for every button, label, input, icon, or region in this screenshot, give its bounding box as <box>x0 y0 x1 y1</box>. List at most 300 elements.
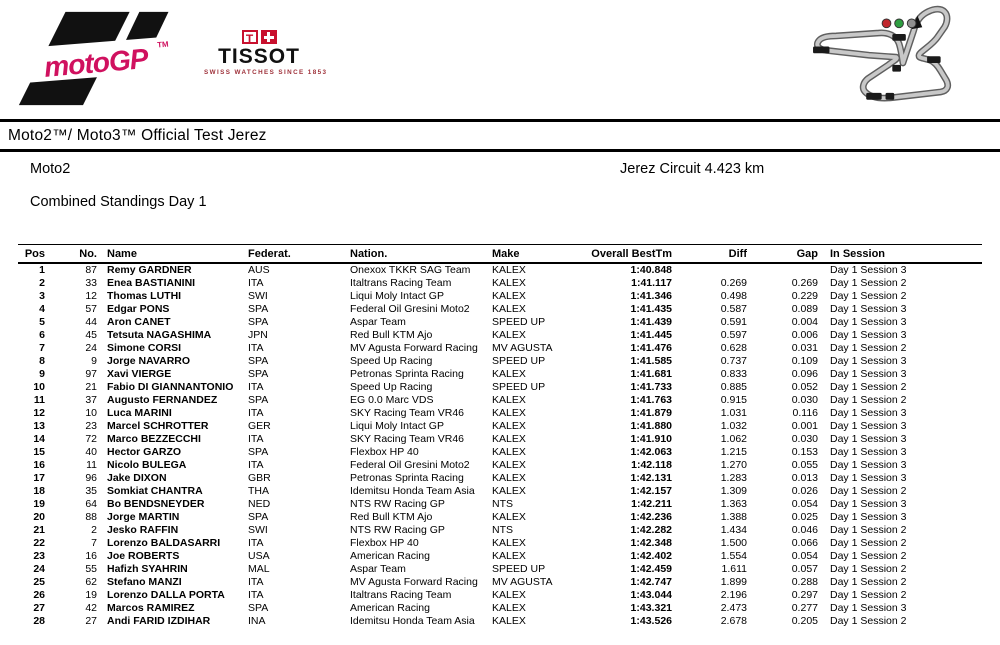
tissot-emblem <box>204 30 314 44</box>
cell-number: 97 <box>85 368 97 380</box>
cell-diff: 0.915 <box>720 394 747 406</box>
cell-rider_name: Somkiat CHANTRA <box>107 485 203 497</box>
cell-number: 72 <box>85 433 97 445</box>
cell-rider_name: Marco BEZZECCHI <box>107 433 201 445</box>
cell-rider_name: Edgar PONS <box>107 303 170 315</box>
cell-overall_best_time: 1:42.348 <box>630 537 672 549</box>
cell-in_session: Day 1 Session 3 <box>830 446 907 458</box>
cell-diff: 1.611 <box>721 563 747 575</box>
cell-diff: 0.498 <box>720 290 747 302</box>
cell-make: SPEED UP <box>492 316 546 328</box>
cell-team: NTS RW Racing GP <box>350 498 445 510</box>
cell-gap: 0.109 <box>791 355 818 367</box>
cell-in_session: Day 1 Session 3 <box>830 355 907 367</box>
cell-rider_name: Jake DIXON <box>107 472 167 484</box>
cell-overall_best_time: 1:42.118 <box>631 459 672 471</box>
cell-federation: SPA <box>248 368 269 380</box>
cell-team: SKY Racing Team VR46 <box>350 407 465 419</box>
col-header-name: Name <box>107 248 137 260</box>
cell-diff: 2.196 <box>720 589 747 601</box>
cell-overall_best_time: 1:41.879 <box>630 407 672 419</box>
table-row <box>18 589 982 602</box>
cell-diff: 0.597 <box>720 329 747 341</box>
table-row <box>18 381 982 394</box>
cell-number: 21 <box>85 381 97 393</box>
cell-make: KALEX <box>492 394 526 406</box>
motogp-trademark: TM <box>156 39 169 50</box>
table-row <box>18 576 982 589</box>
cell-team: SKY Racing Team VR46 <box>350 433 465 445</box>
cell-make: KALEX <box>492 537 526 549</box>
cell-federation: SPA <box>248 316 269 328</box>
cell-gap: 0.055 <box>791 459 818 471</box>
cell-number: 88 <box>85 511 97 523</box>
cell-rider_name: Bo BENDSNEYDER <box>107 498 205 510</box>
table-row <box>18 511 982 524</box>
col-header-besttm: Overall BestTm <box>591 248 672 260</box>
cell-rider_name: Jesko RAFFIN <box>107 524 179 536</box>
cell-gap: 0.205 <box>791 615 818 627</box>
col-header-pos: Pos <box>24 248 45 260</box>
cell-team: Aspar Team <box>350 563 406 575</box>
circuit-info: Jerez Circuit 4.423 km <box>620 161 765 177</box>
cell-gap: 0.089 <box>791 303 818 315</box>
tissot-wordmark: TISSOT <box>218 45 300 68</box>
cell-rider_name: Lorenzo BALDASARRI <box>107 537 221 549</box>
cell-in_session: Day 1 Session 2 <box>830 550 907 562</box>
cell-gap: 0.066 <box>791 537 818 549</box>
cell-make: KALEX <box>492 472 526 484</box>
cell-make: KALEX <box>492 264 526 276</box>
col-header-make: Make <box>492 248 520 260</box>
cell-diff: 1.031 <box>720 407 747 419</box>
cell-number: 19 <box>85 589 97 601</box>
cell-make: SPEED UP <box>492 355 546 367</box>
cell-in_session: Day 1 Session 2 <box>830 381 907 393</box>
motogp-wordmark: motoGP <box>42 41 149 83</box>
cell-overall_best_time: 1:42.282 <box>630 524 672 536</box>
cell-overall_best_time: 1:42.747 <box>630 576 672 588</box>
table-row <box>18 537 982 550</box>
cell-overall_best_time: 1:42.211 <box>631 498 672 510</box>
cell-make: MV AGUSTA <box>492 342 553 354</box>
cell-pos: 17 <box>33 472 45 484</box>
cell-in_session: Day 1 Session 3 <box>830 602 907 614</box>
cell-number: 2 <box>91 524 97 536</box>
table-row <box>18 615 982 628</box>
cell-diff: 1.388 <box>720 511 747 523</box>
cell-rider_name: Thomas LUTHI <box>107 290 182 302</box>
cell-gap: 0.054 <box>791 550 818 562</box>
cell-in_session: Day 1 Session 3 <box>830 472 907 484</box>
cell-gap: 0.153 <box>791 446 818 458</box>
cell-federation: MAL <box>248 563 270 575</box>
cell-make: KALEX <box>492 407 526 419</box>
col-header-no: No. <box>79 248 97 260</box>
cell-in_session: Day 1 Session 2 <box>830 394 907 406</box>
cell-federation: THA <box>248 485 269 497</box>
cell-pos: 21 <box>33 524 45 536</box>
cell-pos: 24 <box>33 563 45 575</box>
cell-team: NTS RW Racing GP <box>350 524 445 536</box>
cell-pos: 4 <box>39 303 45 315</box>
cell-rider_name: Remy GARDNER <box>107 264 192 276</box>
cell-gap: 0.004 <box>791 316 818 328</box>
table-row <box>18 277 982 290</box>
cell-in_session: Day 1 Session 3 <box>830 329 907 341</box>
cell-pos: 8 <box>39 355 45 367</box>
cell-overall_best_time: 1:41.763 <box>630 394 672 406</box>
cell-federation: SPA <box>248 602 269 614</box>
table-row <box>18 394 982 407</box>
cell-overall_best_time: 1:41.910 <box>630 433 672 445</box>
cell-diff: 1.270 <box>720 459 747 471</box>
table-row <box>18 550 982 563</box>
cell-overall_best_time: 1:43.526 <box>630 615 672 627</box>
cell-team: Red Bull KTM Ajo <box>350 329 433 341</box>
cell-in_session: Day 1 Session 2 <box>830 615 907 627</box>
cell-in_session: Day 1 Session 2 <box>830 563 907 575</box>
cell-make: SPEED UP <box>492 381 546 393</box>
cell-rider_name: Tetsuta NAGASHIMA <box>107 329 212 341</box>
cell-federation: SWI <box>248 290 268 302</box>
cell-in_session: Day 1 Session 3 <box>830 407 907 419</box>
cell-overall_best_time: 1:42.459 <box>630 563 672 575</box>
table-row <box>18 329 982 342</box>
cell-overall_best_time: 1:41.476 <box>630 342 672 354</box>
standings-table <box>18 244 982 628</box>
speed-trap-labels <box>813 34 941 100</box>
cell-rider_name: Xavi VIERGE <box>107 368 172 380</box>
cell-federation: ITA <box>248 407 264 419</box>
cell-pos: 12 <box>33 407 45 419</box>
cell-federation: SWI <box>248 524 268 536</box>
cell-federation: GBR <box>248 472 271 484</box>
cell-diff: 2.473 <box>720 602 747 614</box>
class-label: Moto2 <box>30 161 71 177</box>
cell-team: MV Agusta Forward Racing <box>350 342 478 354</box>
cell-pos: 26 <box>33 589 45 601</box>
table-row <box>18 563 982 576</box>
cell-team: Onexox TKKR SAG Team <box>350 264 471 276</box>
cell-make: KALEX <box>492 459 526 471</box>
cell-team: Italtrans Racing Team <box>350 589 452 601</box>
cell-federation: GER <box>248 420 271 432</box>
motogp-logo <box>14 8 186 110</box>
cell-overall_best_time: 1:42.236 <box>630 511 672 523</box>
col-header-federation: Federat. <box>248 248 291 260</box>
cell-pos: 6 <box>39 329 45 341</box>
cell-make: KALEX <box>492 602 526 614</box>
cell-gap: 0.030 <box>791 394 818 406</box>
cell-gap: 0.031 <box>791 342 818 354</box>
cell-team: Liqui Moly Intact GP <box>350 420 444 432</box>
cell-overall_best_time: 1:41.435 <box>630 303 672 315</box>
cell-diff: 1.062 <box>720 433 747 445</box>
cell-rider_name: Fabio DI GIANNANTONIO <box>107 381 234 393</box>
cell-diff: 1.500 <box>720 537 747 549</box>
cell-diff: 0.885 <box>720 381 747 393</box>
cell-rider_name: Nicolo BULEGA <box>107 459 187 471</box>
cell-rider_name: Enea BASTIANINI <box>107 277 196 289</box>
cell-overall_best_time: 1:43.044 <box>630 589 672 601</box>
cell-number: 24 <box>85 342 97 354</box>
cell-gap: 0.026 <box>791 485 818 497</box>
cell-make: KALEX <box>492 446 526 458</box>
cell-make: SPEED UP <box>492 563 546 575</box>
cell-rider_name: Marcel SCHROTTER <box>107 420 209 432</box>
cell-number: 27 <box>85 615 97 627</box>
cell-in_session: Day 1 Session 2 <box>830 524 907 536</box>
cell-number: 16 <box>85 550 97 562</box>
swiss-cross-icon <box>261 30 277 44</box>
table-row <box>18 342 982 355</box>
cell-pos: 15 <box>33 446 45 458</box>
cell-overall_best_time: 1:41.117 <box>631 277 672 289</box>
cell-federation: SPA <box>248 511 269 523</box>
col-header-insession: In Session <box>830 248 886 260</box>
cell-in_session: Day 1 Session 3 <box>830 459 907 471</box>
cell-gap: 0.054 <box>791 498 818 510</box>
cell-rider_name: Aron CANET <box>107 316 171 328</box>
cell-in_session: Day 1 Session 2 <box>830 342 907 354</box>
cell-team: Red Bull KTM Ajo <box>350 511 433 523</box>
cell-number: 35 <box>85 485 97 497</box>
table-row <box>18 446 982 459</box>
cell-number: 62 <box>85 576 97 588</box>
cell-make: KALEX <box>492 511 526 523</box>
cell-in_session: Day 1 Session 3 <box>830 511 907 523</box>
cell-number: 87 <box>85 264 97 276</box>
table-row <box>18 303 982 316</box>
cell-gap: 0.001 <box>791 420 818 432</box>
cell-rider_name: Luca MARINI <box>107 407 172 419</box>
cell-make: KALEX <box>492 485 526 497</box>
report-subtitle: Combined Standings Day 1 <box>30 194 207 210</box>
cell-overall_best_time: 1:41.681 <box>630 368 672 380</box>
cell-number: 9 <box>91 355 97 367</box>
cell-pos: 16 <box>33 459 45 471</box>
cell-rider_name: Simone CORSI <box>107 342 182 354</box>
table-row <box>18 290 982 303</box>
cell-team: Italtrans Racing Team <box>350 277 452 289</box>
cell-rider_name: Hector GARZO <box>107 446 182 458</box>
cell-number: 57 <box>85 303 97 315</box>
cell-federation: ITA <box>248 342 264 354</box>
cell-pos: 22 <box>33 537 45 549</box>
cell-in_session: Day 1 Session 2 <box>830 485 907 497</box>
table-row <box>18 498 982 511</box>
cell-pos: 11 <box>33 394 45 406</box>
cell-diff: 1.283 <box>720 472 747 484</box>
table-header-row <box>18 244 982 264</box>
cell-federation: SPA <box>248 355 269 367</box>
cell-gap: 0.025 <box>791 511 818 523</box>
cell-diff: 1.434 <box>720 524 747 536</box>
cell-pos: 9 <box>39 368 45 380</box>
cell-pos: 18 <box>33 485 45 497</box>
cell-make: NTS <box>492 498 513 510</box>
cell-in_session: Day 1 Session 3 <box>830 316 907 328</box>
cell-pos: 3 <box>39 290 45 302</box>
cell-pos: 19 <box>33 498 45 510</box>
cell-number: 45 <box>85 329 97 341</box>
cell-team: American Racing <box>350 550 430 562</box>
cell-diff: 0.269 <box>720 277 747 289</box>
cell-federation: SPA <box>248 394 269 406</box>
event-info-row <box>0 161 1000 183</box>
cell-make: MV AGUSTA <box>492 576 553 588</box>
cell-diff: 1.215 <box>720 446 747 458</box>
cell-team: Petronas Sprinta Racing <box>350 368 464 380</box>
table-row <box>18 368 982 381</box>
cell-rider_name: Marcos RAMIREZ <box>107 602 195 614</box>
cell-make: KALEX <box>492 433 526 445</box>
cell-make: NTS <box>492 524 513 536</box>
status-lights-icon <box>882 19 916 28</box>
cell-team: Speed Up Racing <box>350 381 433 393</box>
cell-make: KALEX <box>492 550 526 562</box>
table-row <box>18 485 982 498</box>
cell-rider_name: Lorenzo DALLA PORTA <box>107 589 225 601</box>
cell-number: 11 <box>86 459 97 471</box>
cell-number: 10 <box>85 407 97 419</box>
cell-rider_name: Jorge MARTIN <box>107 511 180 523</box>
table-row <box>18 316 982 329</box>
cell-in_session: Day 1 Session 3 <box>830 264 907 276</box>
cell-number: 64 <box>85 498 97 510</box>
cell-federation: ITA <box>248 589 264 601</box>
table-row <box>18 433 982 446</box>
cell-number: 12 <box>85 290 97 302</box>
cell-diff: 0.587 <box>720 303 747 315</box>
cell-overall_best_time: 1:40.848 <box>630 264 672 276</box>
cell-make: KALEX <box>492 277 526 289</box>
cell-pos: 7 <box>39 342 45 354</box>
tissot-t-icon: T <box>242 30 258 44</box>
cell-gap: 0.116 <box>792 407 818 419</box>
table-row <box>18 407 982 420</box>
cell-overall_best_time: 1:42.402 <box>630 550 672 562</box>
cell-gap: 0.269 <box>791 277 818 289</box>
cell-federation: USA <box>248 550 270 562</box>
cell-diff: 1.554 <box>720 550 747 562</box>
cell-overall_best_time: 1:41.445 <box>630 329 672 341</box>
col-header-diff: Diff <box>728 248 747 260</box>
cell-number: 40 <box>85 446 97 458</box>
cell-diff: 2.678 <box>720 615 747 627</box>
cell-pos: 1 <box>39 264 45 276</box>
cell-make: KALEX <box>492 615 526 627</box>
cell-in_session: Day 1 Session 3 <box>830 420 907 432</box>
cell-federation: AUS <box>248 264 270 276</box>
cell-federation: ITA <box>248 537 264 549</box>
cell-rider_name: Joe ROBERTS <box>107 550 180 562</box>
cell-gap: 0.013 <box>791 472 818 484</box>
cell-overall_best_time: 1:41.880 <box>630 420 672 432</box>
cell-federation: JPN <box>248 329 268 341</box>
standings-body <box>18 264 982 628</box>
cell-gap: 0.057 <box>791 563 818 575</box>
cell-make: KALEX <box>492 290 526 302</box>
cell-federation: ITA <box>248 576 264 588</box>
cell-team: Flexbox HP 40 <box>350 446 419 458</box>
cell-diff: 0.833 <box>720 368 747 380</box>
cell-gap: 0.277 <box>791 602 818 614</box>
cell-overall_best_time: 1:41.585 <box>630 355 672 367</box>
cell-number: 37 <box>85 394 97 406</box>
cell-number: 33 <box>85 277 97 289</box>
cell-team: Petronas Sprinta Racing <box>350 472 464 484</box>
cell-number: 23 <box>85 420 97 432</box>
cell-team: Idemitsu Honda Team Asia <box>350 485 475 497</box>
cell-number: 7 <box>91 537 97 549</box>
cell-make: KALEX <box>492 329 526 341</box>
cell-gap: 0.229 <box>791 290 818 302</box>
cell-pos: 20 <box>33 511 45 523</box>
cell-overall_best_time: 1:42.157 <box>630 485 672 497</box>
cell-in_session: Day 1 Session 2 <box>830 537 907 549</box>
cell-pos: 27 <box>33 602 45 614</box>
cell-diff: 1.363 <box>720 498 747 510</box>
table-row <box>18 355 982 368</box>
col-header-nation: Nation. <box>350 248 388 260</box>
cell-overall_best_time: 1:41.733 <box>630 381 672 393</box>
cell-diff: 0.591 <box>720 316 747 328</box>
cell-team: American Racing <box>350 602 430 614</box>
cell-make: KALEX <box>492 303 526 315</box>
cell-team: Liqui Moly Intact GP <box>350 290 444 302</box>
cell-number: 42 <box>85 602 97 614</box>
cell-gap: 0.052 <box>791 381 818 393</box>
cell-in_session: Day 1 Session 3 <box>830 498 907 510</box>
table-row <box>18 264 982 277</box>
cell-federation: INA <box>248 615 266 627</box>
cell-in_session: Day 1 Session 2 <box>830 277 907 289</box>
cell-pos: 5 <box>39 316 45 328</box>
cell-federation: SPA <box>248 446 269 458</box>
cell-rider_name: Augusto FERNANDEZ <box>107 394 218 406</box>
cell-overall_best_time: 1:42.063 <box>630 446 672 458</box>
cell-diff: 0.737 <box>720 355 747 367</box>
cell-in_session: Day 1 Session 3 <box>830 303 907 315</box>
cell-overall_best_time: 1:41.346 <box>630 290 672 302</box>
cell-federation: ITA <box>248 459 264 471</box>
table-row <box>18 524 982 537</box>
cell-gap: 0.288 <box>791 576 818 588</box>
cell-gap: 0.030 <box>791 433 818 445</box>
tissot-logo <box>204 30 328 76</box>
page-title: Moto2™/ Moto3™ Official Test Jerez <box>8 127 267 144</box>
cell-team: EG 0.0 Marc VDS <box>350 394 434 406</box>
cell-team: Idemitsu Honda Team Asia <box>350 615 475 627</box>
cell-rider_name: Stefano MANZI <box>107 576 182 588</box>
cell-diff: 1.032 <box>720 420 747 432</box>
cell-pos: 14 <box>33 433 45 445</box>
cell-diff: 1.309 <box>720 485 747 497</box>
cell-number: 55 <box>85 563 97 575</box>
horizontal-rule-bottom <box>0 149 1000 152</box>
cell-gap: 0.006 <box>791 329 818 341</box>
cell-overall_best_time: 1:43.321 <box>630 602 672 614</box>
cell-make: KALEX <box>492 368 526 380</box>
cell-rider_name: Hafizh SYAHRIN <box>107 563 188 575</box>
cell-pos: 13 <box>33 420 45 432</box>
cell-federation: NED <box>248 498 271 510</box>
cell-pos: 23 <box>33 550 45 562</box>
cell-diff: 0.628 <box>720 342 747 354</box>
table-row <box>18 459 982 472</box>
